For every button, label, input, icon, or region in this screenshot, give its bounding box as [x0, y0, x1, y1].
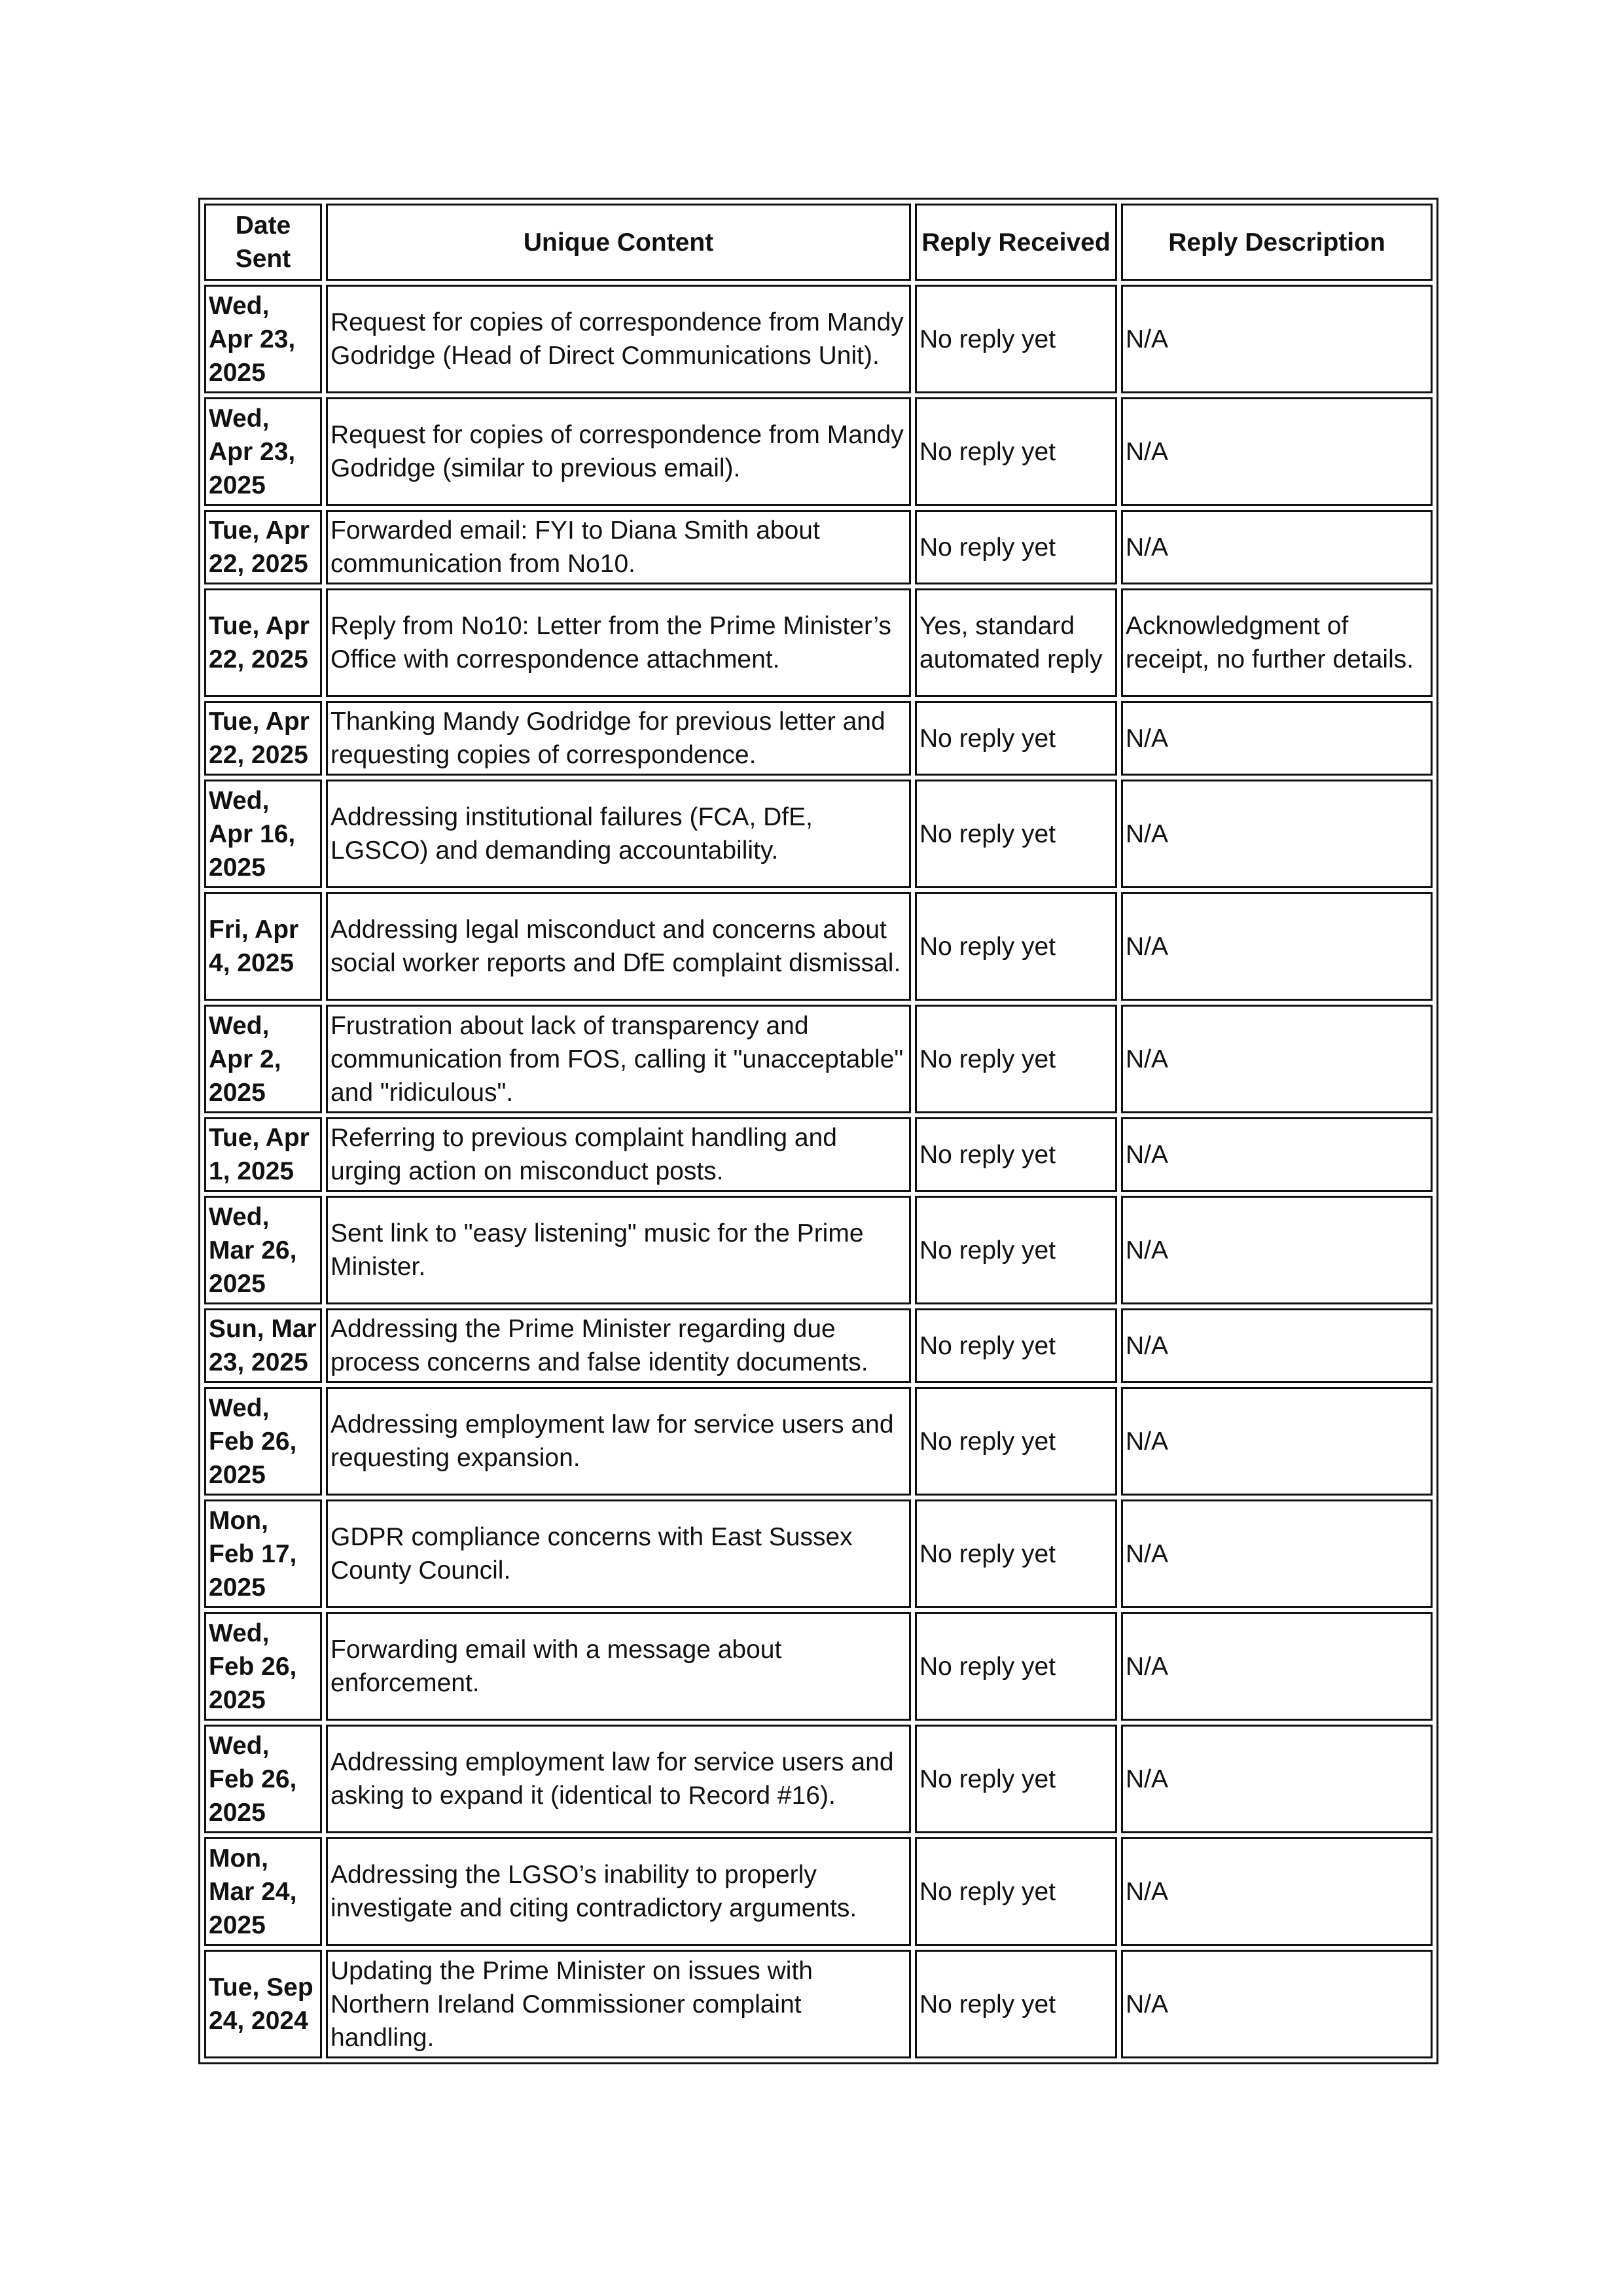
- date-sent-cell: Tue, Apr 1, 2025: [204, 1117, 322, 1192]
- date-sent-cell: Mon, Mar 24, 2025: [204, 1837, 322, 1946]
- reply-received-cell: No reply yet: [915, 1196, 1117, 1304]
- reply-received-cell: No reply yet: [915, 1387, 1117, 1496]
- date-sent-cell: Mon, Feb 17, 2025: [204, 1499, 322, 1608]
- table-row: [204, 1196, 1433, 1304]
- table-row: [204, 1725, 1433, 1833]
- reply-received-cell: No reply yet: [915, 892, 1117, 1001]
- reply-received-cell: No reply yet: [915, 701, 1117, 776]
- reply-received-cell: Yes, standard automated reply: [915, 588, 1117, 697]
- table-row: [204, 1612, 1433, 1721]
- unique-content-cell: Reply from No10: Letter from the Prime Minister’s Office with correspondence attachment.: [326, 588, 911, 697]
- unique-content-cell: Updating the Prime Minister on issues with Northern Ireland Commissioner complaint handling.: [326, 1950, 911, 2058]
- unique-content-cell: Request for copies of correspondence from Mandy Godridge (Head of Direct Communications Unit).: [326, 285, 911, 393]
- reply-description-cell: N/A: [1121, 1499, 1433, 1608]
- reply-description-cell: N/A: [1121, 1196, 1433, 1304]
- table-row: [204, 1005, 1433, 1113]
- reply-description-cell: N/A: [1121, 1308, 1433, 1383]
- unique-content-cell: Addressing the LGSO’s inability to properly investigate and citing contradictory arguments.: [326, 1837, 911, 1946]
- unique-content-cell: Sent link to "easy listening" music for the Prime Minister.: [326, 1196, 911, 1304]
- reply-description-cell: N/A: [1121, 780, 1433, 888]
- unique-content-cell: Forwarded email: FYI to Diana Smith about communication from No10.: [326, 510, 911, 584]
- reply-received-cell: No reply yet: [915, 510, 1117, 584]
- reply-received-cell: No reply yet: [915, 1499, 1117, 1608]
- unique-content-cell: Addressing the Prime Minister regarding due process concerns and false identity documents.: [326, 1308, 911, 1383]
- reply-description-cell: N/A: [1121, 1117, 1433, 1192]
- reply-description-cell: N/A: [1121, 1950, 1433, 2058]
- unique-content-cell: Forwarding email with a message about enforcement.: [326, 1612, 911, 1721]
- table-header: [204, 204, 1433, 281]
- reply-description-cell: N/A: [1121, 892, 1433, 1001]
- reply-received-cell: No reply yet: [915, 1837, 1117, 1946]
- reply-description-cell: N/A: [1121, 1837, 1433, 1946]
- table-row: [204, 588, 1433, 697]
- unique-content-cell: Frustration about lack of transparency and communication from FOS, calling it "unacceptable" and "ridiculous".: [326, 1005, 911, 1113]
- reply-description-cell: N/A: [1121, 1387, 1433, 1496]
- table-row: [204, 285, 1433, 393]
- reply-received-cell: No reply yet: [915, 780, 1117, 888]
- table-row: [204, 1308, 1433, 1383]
- table-row: [204, 1499, 1433, 1608]
- reply-description-cell: N/A: [1121, 397, 1433, 506]
- reply-received-cell: No reply yet: [915, 1005, 1117, 1113]
- reply-received-cell: No reply yet: [915, 285, 1117, 393]
- reply-description-cell: N/A: [1121, 1725, 1433, 1833]
- date-sent-cell: Tue, Apr 22, 2025: [204, 588, 322, 697]
- date-sent-cell: Wed, Feb 26, 2025: [204, 1725, 322, 1833]
- reply-received-cell: No reply yet: [915, 1725, 1117, 1833]
- date-sent-cell: Wed, Apr 23, 2025: [204, 285, 322, 393]
- unique-content-cell: Addressing institutional failures (FCA, DfE, LGSCO) and demanding accountability.: [326, 780, 911, 888]
- date-sent-cell: Tue, Apr 22, 2025: [204, 701, 322, 776]
- reply-description-cell: Acknowledgment of receipt, no further details.: [1121, 588, 1433, 697]
- date-sent-cell: Wed, Mar 26, 2025: [204, 1196, 322, 1304]
- date-sent-cell: Tue, Apr 22, 2025: [204, 510, 322, 584]
- reply-description-cell: N/A: [1121, 1005, 1433, 1113]
- table-row: [204, 701, 1433, 776]
- table-row: [204, 1387, 1433, 1496]
- reply-description-cell: N/A: [1121, 701, 1433, 776]
- unique-content-cell: Addressing employment law for service users and asking to expand it (identical to Record #16).: [326, 1725, 911, 1833]
- table-row: [204, 892, 1433, 1001]
- table-row: [204, 780, 1433, 888]
- reply-received-cell: No reply yet: [915, 1950, 1117, 2058]
- header-row: [204, 204, 1433, 281]
- table-row: [204, 1950, 1433, 2058]
- table-row: [204, 510, 1433, 584]
- reply-description-cell: N/A: [1121, 285, 1433, 393]
- unique-content-cell: Thanking Mandy Godridge for previous letter and requesting copies of correspondence.: [326, 701, 911, 776]
- reply-received-cell: No reply yet: [915, 1612, 1117, 1721]
- table-row: [204, 397, 1433, 506]
- reply-received-cell: No reply yet: [915, 1308, 1117, 1383]
- reply-received-cell: No reply yet: [915, 1117, 1117, 1192]
- header-date-sent: Date Sent: [204, 204, 322, 281]
- header-unique-content: Unique Content: [326, 204, 911, 281]
- date-sent-cell: Wed, Feb 26, 2025: [204, 1387, 322, 1496]
- reply-description-cell: N/A: [1121, 510, 1433, 584]
- date-sent-cell: Fri, Apr 4, 2025: [204, 892, 322, 1001]
- date-sent-cell: Wed, Feb 26, 2025: [204, 1612, 322, 1721]
- date-sent-cell: Wed, Apr 2, 2025: [204, 1005, 322, 1113]
- table-row: [204, 1837, 1433, 1946]
- correspondence-table: [198, 198, 1438, 2064]
- unique-content-cell: GDPR compliance concerns with East Sussex County Council.: [326, 1499, 911, 1608]
- header-reply-description: Reply Description: [1121, 204, 1433, 281]
- header-reply-received: Reply Received: [915, 204, 1117, 281]
- unique-content-cell: Request for copies of correspondence from Mandy Godridge (similar to previous email).: [326, 397, 911, 506]
- date-sent-cell: Wed, Apr 16, 2025: [204, 780, 322, 888]
- unique-content-cell: Addressing legal misconduct and concerns about social worker reports and DfE complaint dismissal.: [326, 892, 911, 1001]
- reply-received-cell: No reply yet: [915, 397, 1117, 506]
- date-sent-cell: Wed, Apr 23, 2025: [204, 397, 322, 506]
- date-sent-cell: Sun, Mar 23, 2025: [204, 1308, 322, 1383]
- date-sent-cell: Tue, Sep 24, 2024: [204, 1950, 322, 2058]
- table-row: [204, 1117, 1433, 1192]
- unique-content-cell: Addressing employment law for service users and requesting expansion.: [326, 1387, 911, 1496]
- unique-content-cell: Referring to previous complaint handling and urging action on misconduct posts.: [326, 1117, 911, 1192]
- reply-description-cell: N/A: [1121, 1612, 1433, 1721]
- table-body: [204, 285, 1433, 2058]
